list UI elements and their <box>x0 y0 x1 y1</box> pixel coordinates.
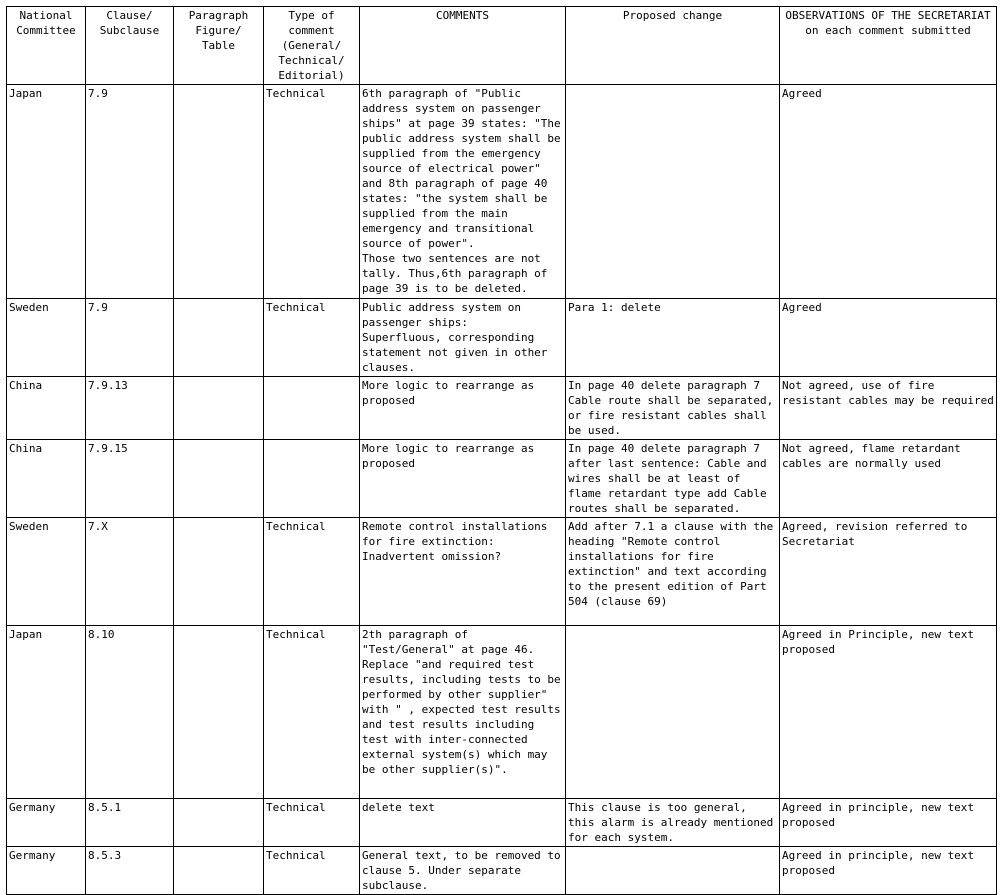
header-national-committee: National Committee <box>7 7 86 85</box>
cell-committee: Germany <box>7 799 86 847</box>
cell-committee: Sweden <box>7 299 86 377</box>
header-row <box>7 7 997 85</box>
cell-type: Technical <box>264 847 360 895</box>
cell-observation: Not agreed, flame retardant cables are normally used <box>780 440 997 518</box>
header-proposed-change: Proposed change <box>566 7 780 85</box>
cell-committee: Japan <box>7 85 86 299</box>
cell-clause: 8.10 <box>86 626 174 799</box>
cell-comment: delete text <box>360 799 566 847</box>
cell-observation: Agreed, revision referred to Secretariat <box>780 518 997 626</box>
header-comments: COMMENTS <box>360 7 566 85</box>
table-row <box>7 799 997 847</box>
cell-observation: Agreed <box>780 85 997 299</box>
cell-comment: More logic to rearrange as proposed <box>360 377 566 440</box>
cell-observation: Not agreed, use of fire resistant cables may be required <box>780 377 997 440</box>
cell-paragraph <box>174 299 264 377</box>
cell-proposed-change <box>566 85 780 299</box>
cell-paragraph <box>174 626 264 799</box>
table-row <box>7 299 997 377</box>
cell-type <box>264 440 360 518</box>
cell-type: Technical <box>264 626 360 799</box>
table-row <box>7 847 997 895</box>
cell-proposed-change: Para 1: delete <box>566 299 780 377</box>
table-row <box>7 518 997 626</box>
cell-committee: Japan <box>7 626 86 799</box>
table-row <box>7 626 997 799</box>
cell-committee: China <box>7 377 86 440</box>
cell-proposed-change: In page 40 delete paragraph 7 Cable route shall be separated, or fire resistant cables shall be used. <box>566 377 780 440</box>
cell-comment: Remote control installations for fire extinction: Inadvertent omission? <box>360 518 566 626</box>
cell-clause: 7.9 <box>86 299 174 377</box>
cell-committee: China <box>7 440 86 518</box>
cell-comment: General text, to be removed to clause 5. Under separate subclause. <box>360 847 566 895</box>
table-row <box>7 377 997 440</box>
cell-clause: 8.5.1 <box>86 799 174 847</box>
table-row <box>7 85 997 299</box>
cell-paragraph <box>174 85 264 299</box>
cell-clause: 7.X <box>86 518 174 626</box>
cell-clause: 7.9 <box>86 85 174 299</box>
comments-table <box>6 6 997 895</box>
header-clause: Clause/ Subclause <box>86 7 174 85</box>
cell-type: Technical <box>264 799 360 847</box>
header-type: Type of comment (General/ Technical/ Editorial) <box>264 7 360 85</box>
cell-observation: Agreed in principle, new text proposed <box>780 847 997 895</box>
cell-committee: Sweden <box>7 518 86 626</box>
cell-proposed-change <box>566 626 780 799</box>
cell-committee: Germany <box>7 847 86 895</box>
cell-clause: 8.5.3 <box>86 847 174 895</box>
table-row <box>7 440 997 518</box>
cell-observation: Agreed <box>780 299 997 377</box>
cell-comment: 2th paragraph of "Test/General" at page 46. Replace "and required test results, including tests to be performed by other supplier" with " , expected test results and test results including test with inter-connected external system(s) which may be other supplier(s)". <box>360 626 566 799</box>
cell-observation: Agreed in principle, new text proposed <box>780 799 997 847</box>
cell-observation: Agreed in Principle, new text proposed <box>780 626 997 799</box>
cell-comment: 6th paragraph of "Public address system on passenger ships" at page 39 states: "The public address system shall be supplied from the emergency source of electrical power" and 8th paragraph of page 40 states: "the system shall be supplied from the main emergency and transitional source of power". Those two sentences are not tally. Thus,6th paragraph of page 39 is to be deleted. <box>360 85 566 299</box>
cell-type: Technical <box>264 299 360 377</box>
cell-proposed-change: In page 40 delete paragraph 7 after last sentence: Cable and wires shall be at least of flame retardant type add Cable routes shall be separated. <box>566 440 780 518</box>
cell-paragraph <box>174 440 264 518</box>
cell-comment: Public address system on passenger ships: Superfluous, corresponding statement not given in other clauses. <box>360 299 566 377</box>
cell-proposed-change: Add after 7.1 a clause with the heading "Remote control installations for fire extinction" and text according to the present edition of Part 504 (clause 69) <box>566 518 780 626</box>
cell-clause: 7.9.13 <box>86 377 174 440</box>
cell-paragraph <box>174 847 264 895</box>
header-observations: OBSERVATIONS OF THE SECRETARIAT on each comment submitted <box>780 7 997 85</box>
cell-proposed-change: This clause is too general, this alarm is already mentioned for each system. <box>566 799 780 847</box>
document-page <box>6 6 997 895</box>
cell-type: Technical <box>264 85 360 299</box>
cell-paragraph <box>174 518 264 626</box>
header-paragraph: Paragraph Figure/ Table <box>174 7 264 85</box>
cell-paragraph <box>174 377 264 440</box>
cell-type: Technical <box>264 518 360 626</box>
cell-type <box>264 377 360 440</box>
cell-comment: More logic to rearrange as proposed <box>360 440 566 518</box>
cell-clause: 7.9.15 <box>86 440 174 518</box>
cell-proposed-change <box>566 847 780 895</box>
cell-paragraph <box>174 799 264 847</box>
